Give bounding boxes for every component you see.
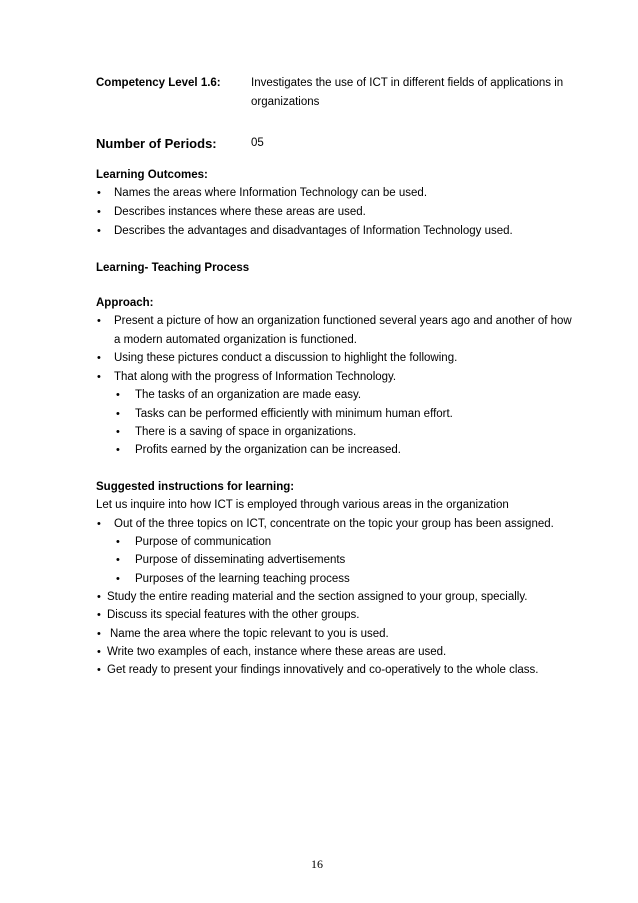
bullet-icon: • (116, 444, 120, 456)
periods-value: 05 (251, 137, 264, 149)
approach-subitem: Tasks can be performed efficiently with minimum human effort. (135, 408, 453, 420)
suggested-intro: Let us inquire into how ICT is employed through various areas in the organization (96, 499, 509, 511)
bullet-icon: • (97, 187, 101, 199)
bullet-icon: • (116, 554, 120, 566)
periods-label: Number of Periods: (96, 136, 217, 151)
bullet-icon: • (97, 609, 101, 621)
suggested-item: Out of the three topics on ICT, concentrate on the topic your group has been assigned. (114, 518, 554, 530)
approach-subitem: There is a saving of space in organizations. (135, 426, 357, 438)
learning-outcomes-heading: Learning Outcomes: (96, 169, 208, 181)
bullet-icon: • (97, 225, 101, 237)
suggested-subitem: Purposes of the learning teaching process (135, 573, 350, 585)
suggested-item: Get ready to present your findings innovatively and co-operatively to the whole class. (107, 664, 539, 676)
bullet-icon: • (116, 536, 120, 548)
approach-heading: Approach: (96, 297, 154, 309)
bullet-icon: • (116, 389, 120, 401)
approach-subitem: The tasks of an organization are made easy. (135, 389, 362, 401)
bullet-icon: • (97, 371, 101, 383)
bullet-icon: • (97, 352, 101, 364)
bullet-icon: • (97, 315, 101, 327)
bullet-icon: • (116, 573, 120, 585)
process-heading: Learning- Teaching Process (96, 262, 250, 274)
bullet-icon: • (97, 206, 101, 218)
suggested-subitem: Purpose of disseminating advertisements (135, 554, 346, 566)
learning-outcome-item: Names the areas where Information Technology can be used. (114, 187, 428, 199)
bullet-icon: • (97, 628, 101, 640)
approach-subitem: Profits earned by the organization can be increased. (135, 444, 401, 456)
suggested-subitem: Purpose of communication (135, 536, 272, 548)
suggested-item: Discuss its special features with the other groups. (107, 609, 360, 621)
suggested-item: Study the entire reading material and the section assigned to your group, specially. (107, 591, 528, 603)
suggested-item: Write two examples of each, instance where these areas are used. (107, 646, 447, 658)
suggested-item: Name the area where the topic relevant to you is used. (110, 628, 389, 640)
learning-outcome-item: Describes instances where these areas are used. (114, 206, 366, 218)
competency-text-line1: Investigates the use of ICT in different fields of applications in (251, 77, 564, 89)
bullet-icon: • (97, 591, 101, 603)
bullet-icon: • (116, 408, 120, 420)
bullet-icon: • (116, 426, 120, 438)
approach-item: That along with the progress of Information Technology. (114, 371, 397, 383)
approach-item: Using these pictures conduct a discussion to highlight the following. (114, 352, 458, 364)
competency-label: Competency Level 1.6: (96, 77, 221, 89)
competency-text-line2: organizations (251, 96, 320, 108)
approach-item: Present a picture of how an organization functioned several years ago and another of how (114, 315, 572, 327)
learning-outcome-item: Describes the advantages and disadvantages of Information Technology used. (114, 225, 513, 237)
bullet-icon: • (97, 518, 101, 530)
page-number: 16 (311, 857, 323, 871)
bullet-icon: • (97, 646, 101, 658)
approach-item-continued: a modern automated organization is functioned. (114, 334, 357, 346)
suggested-heading: Suggested instructions for learning: (96, 481, 295, 493)
bullet-icon: • (97, 664, 101, 676)
